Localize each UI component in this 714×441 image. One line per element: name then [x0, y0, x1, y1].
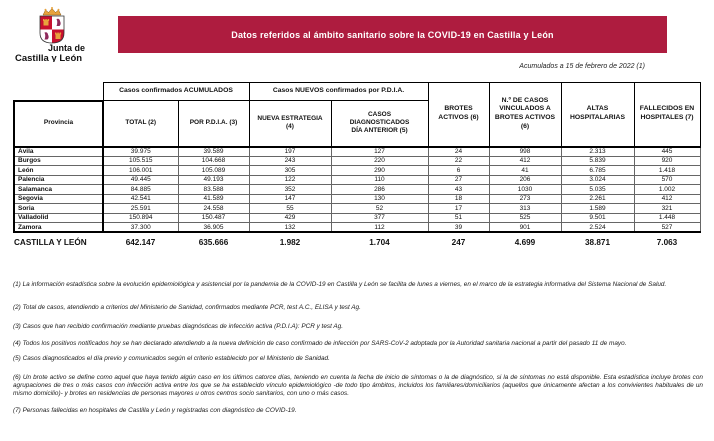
value-cell: 1030 [489, 185, 561, 195]
total-value-cell: 635.666 [198, 238, 229, 247]
value-cell: 39.975 [103, 147, 178, 157]
total-row [14, 232, 700, 247]
value-cell: 17 [428, 204, 489, 214]
header-nueva-estrategia: NUEVA ESTRATEGIA (4) [249, 101, 331, 147]
value-cell: 445 [634, 147, 700, 157]
value-cell: 42.541 [103, 194, 178, 204]
province-cell: Ávila [14, 147, 103, 157]
footnote-5: (5) Casos diagnosticados el día previo y comunicados según el criterio establecido por el Ministerio de Sanidad. [13, 354, 330, 362]
corner-cell [14, 83, 103, 101]
total-value-cell: 1.704 [369, 238, 390, 247]
value-cell: 313 [489, 204, 561, 214]
group-header-row [14, 83, 700, 101]
value-cell: 41 [489, 166, 561, 176]
value-cell: 9.501 [561, 213, 634, 223]
value-cell: 49.445 [103, 175, 178, 185]
table-row-burgos [14, 156, 700, 166]
value-cell: 305 [249, 166, 331, 176]
footnote-7: (7) Personas fallecidas en hospitales de Castilla y León y registradas con diagnóstico de COVID-19. [13, 406, 297, 414]
value-cell: 998 [489, 147, 561, 157]
value-cell: 83.588 [178, 185, 249, 195]
value-cell: 41.589 [178, 194, 249, 204]
header-provincia: Provincia [14, 101, 103, 147]
value-cell: 290 [331, 166, 428, 176]
value-cell: 37.300 [103, 223, 178, 233]
province-cell: Salamanca [14, 185, 103, 195]
value-cell: 127 [331, 147, 428, 157]
coat-of-arms-icon [12, 6, 116, 62]
value-cell: 24.558 [178, 204, 249, 214]
value-cell: 2.313 [561, 147, 634, 157]
province-cell: Burgos [14, 156, 103, 166]
value-cell: 147 [249, 194, 331, 204]
value-cell: 1.448 [634, 213, 700, 223]
value-cell: 5.035 [561, 185, 634, 195]
value-cell: 527 [634, 223, 700, 233]
value-cell: 412 [634, 194, 700, 204]
table-row-segovia [14, 194, 700, 204]
value-cell: 150.894 [103, 213, 178, 223]
value-cell: 51 [428, 213, 489, 223]
value-cell: 412 [489, 156, 561, 166]
table-row-leon [14, 166, 700, 176]
value-cell: 525 [489, 213, 561, 223]
value-cell: 105.515 [103, 156, 178, 166]
value-cell: 273 [489, 194, 561, 204]
value-cell: 2.261 [561, 194, 634, 204]
value-cell: 25.591 [103, 204, 178, 214]
covid-data-table [13, 82, 701, 247]
value-cell: 27 [428, 175, 489, 185]
value-cell: 24 [428, 147, 489, 157]
group-header-nuevos-pdia: Casos NUEVOS confirmados por P.D.I.A. [249, 83, 428, 101]
value-cell: 352 [249, 185, 331, 195]
value-cell: 243 [249, 156, 331, 166]
value-cell: 22 [428, 156, 489, 166]
total-label: CASTILLA Y LEÓN [14, 238, 87, 247]
value-cell: 197 [249, 147, 331, 157]
value-cell: 5.839 [561, 156, 634, 166]
header-por-pdia: POR P.D.I.A. (3) [178, 101, 249, 147]
header-casos-diagnosticados: CASOS DIAGNOSTICADOS DÍA ANTERIOR (5) [331, 101, 428, 147]
total-value-cell: 4.699 [514, 238, 536, 247]
footnote-4: (4) Todos los positivos notificados hoy se han declarado atendiendo a la nueva definición de caso confirmado de infección por SARS-CoV-2 adoptada por la Autoridad sanitaria nacional a partir del pasado 11 de mayo. [13, 339, 627, 347]
footnote-1: (1) La información estadística sobre la evolución epidemiológica y asistencial por la pandemia de la COVID-19 en Castilla y León se facilita de lunes a viernes, en el marco de la estrategia informativa del Sistema Nacional de Salud. [13, 281, 667, 288]
accumulated-date-note: Acumulados a 15 de febrero de 2022 (1) [519, 63, 645, 70]
value-cell: 84.885 [103, 185, 178, 195]
value-cell: 18 [428, 194, 489, 204]
junta-castilla-leon-logo [12, 6, 116, 62]
value-cell: 36.905 [178, 223, 249, 233]
province-cell: Soria [14, 204, 103, 214]
table-row-avila [14, 147, 700, 157]
value-cell: 570 [634, 175, 700, 185]
value-cell: 1.589 [561, 204, 634, 214]
value-cell: 206 [489, 175, 561, 185]
value-cell: 110 [331, 175, 428, 185]
value-cell: 130 [331, 194, 428, 204]
value-cell: 49.193 [178, 175, 249, 185]
footnote-2: (2) Total de casos, atendiendo a criterios del Ministerio de Sanidad, confirmados mediante PCR, test A.C., ELISA y test Ag. [13, 304, 361, 312]
value-cell: 1.418 [634, 166, 700, 176]
logo-line2: Castilla y León [15, 53, 83, 62]
logo-line1: Junta de [48, 43, 86, 53]
value-cell: 39 [428, 223, 489, 233]
footnote-3: (3) Casos que han recibido confirmación mediante pruebas diagnósticas de infección activa (P.D.I.A): PCR y test Ag. [13, 323, 343, 331]
table-row-salamanca [14, 185, 700, 195]
province-cell: Segovia [14, 194, 103, 204]
value-cell: 429 [249, 213, 331, 223]
province-cell: Valladolid [14, 213, 103, 223]
total-value-cell: 7.063 [656, 238, 678, 247]
value-cell: 52 [331, 204, 428, 214]
value-cell: 106.001 [103, 166, 178, 176]
table-row-valladolid [14, 213, 700, 223]
value-cell: 105.089 [178, 166, 249, 176]
title-banner [118, 16, 667, 53]
table-row-soria [14, 204, 700, 214]
group-header-acumulados: Casos confirmados ACUMULADOS [103, 83, 249, 101]
value-cell: 377 [331, 213, 428, 223]
value-cell: 122 [249, 175, 331, 185]
value-cell: 1.002 [634, 185, 700, 195]
header-brotes-activos: BROTES ACTIVOS (6) [428, 83, 489, 147]
footnotes-section [13, 281, 703, 415]
total-value-cell: 247 [451, 238, 466, 247]
value-cell: 43 [428, 185, 489, 195]
total-value-cell: 38.871 [584, 238, 611, 247]
value-cell: 2.524 [561, 223, 634, 233]
value-cell: 132 [249, 223, 331, 233]
value-cell: 104.668 [178, 156, 249, 166]
value-cell: 920 [634, 156, 700, 166]
total-value-cell: 642.147 [125, 238, 156, 247]
value-cell: 6 [428, 166, 489, 176]
value-cell: 286 [331, 185, 428, 195]
value-cell: 55 [249, 204, 331, 214]
province-cell: Palencia [14, 175, 103, 185]
value-cell: 321 [634, 204, 700, 214]
value-cell: 3.024 [561, 175, 634, 185]
header-fallecidos-hospitales: FALLECIDOS EN HOSPITALES (7) [634, 83, 700, 147]
total-value-cell: 1.982 [279, 238, 301, 247]
table-row-zamora [14, 223, 700, 233]
table-row-palencia [14, 175, 700, 185]
value-cell: 220 [331, 156, 428, 166]
province-cell: Zamora [14, 223, 103, 233]
value-cell: 112 [331, 223, 428, 233]
footnote-6: (6) Un brote activo se define como aquel que haya tenido algún caso en los últimos catorce días, teniendo en cuenta la fecha de inicio de síntomas o la de diagnóstico, si la de síntomas no está disponible. Esta estadística incluye brotes con agrupaciones de tres o más casos con infección activa entre los que se ha establecido vínculo epidemiológico -de todo tipo ámbitos, incluidos los familiares/domiciliarios (aquellos que únicamente afectan a los convivientes habituales de un mismo domicilio)- y brotes en residencias de personas mayores u otros centros socio sanitarios, con uno o más casos. [13, 373, 703, 398]
value-cell: 150.487 [178, 213, 249, 223]
value-cell: 6.785 [561, 166, 634, 176]
value-cell: 901 [489, 223, 561, 233]
header-casos-vinculados: N.º DE CASOS VINCULADOS A BROTES ACTIVOS (6) [489, 83, 561, 147]
value-cell: 39.589 [178, 147, 249, 157]
header-total: TOTAL (2) [103, 101, 178, 147]
header-altas-hospitalarias: ALTAS HOSPITALARIAS [561, 83, 634, 147]
page-title: Datos referidos al ámbito sanitario sobre la COVID-19 en Castilla y León [231, 29, 554, 40]
province-cell: León [14, 166, 103, 176]
